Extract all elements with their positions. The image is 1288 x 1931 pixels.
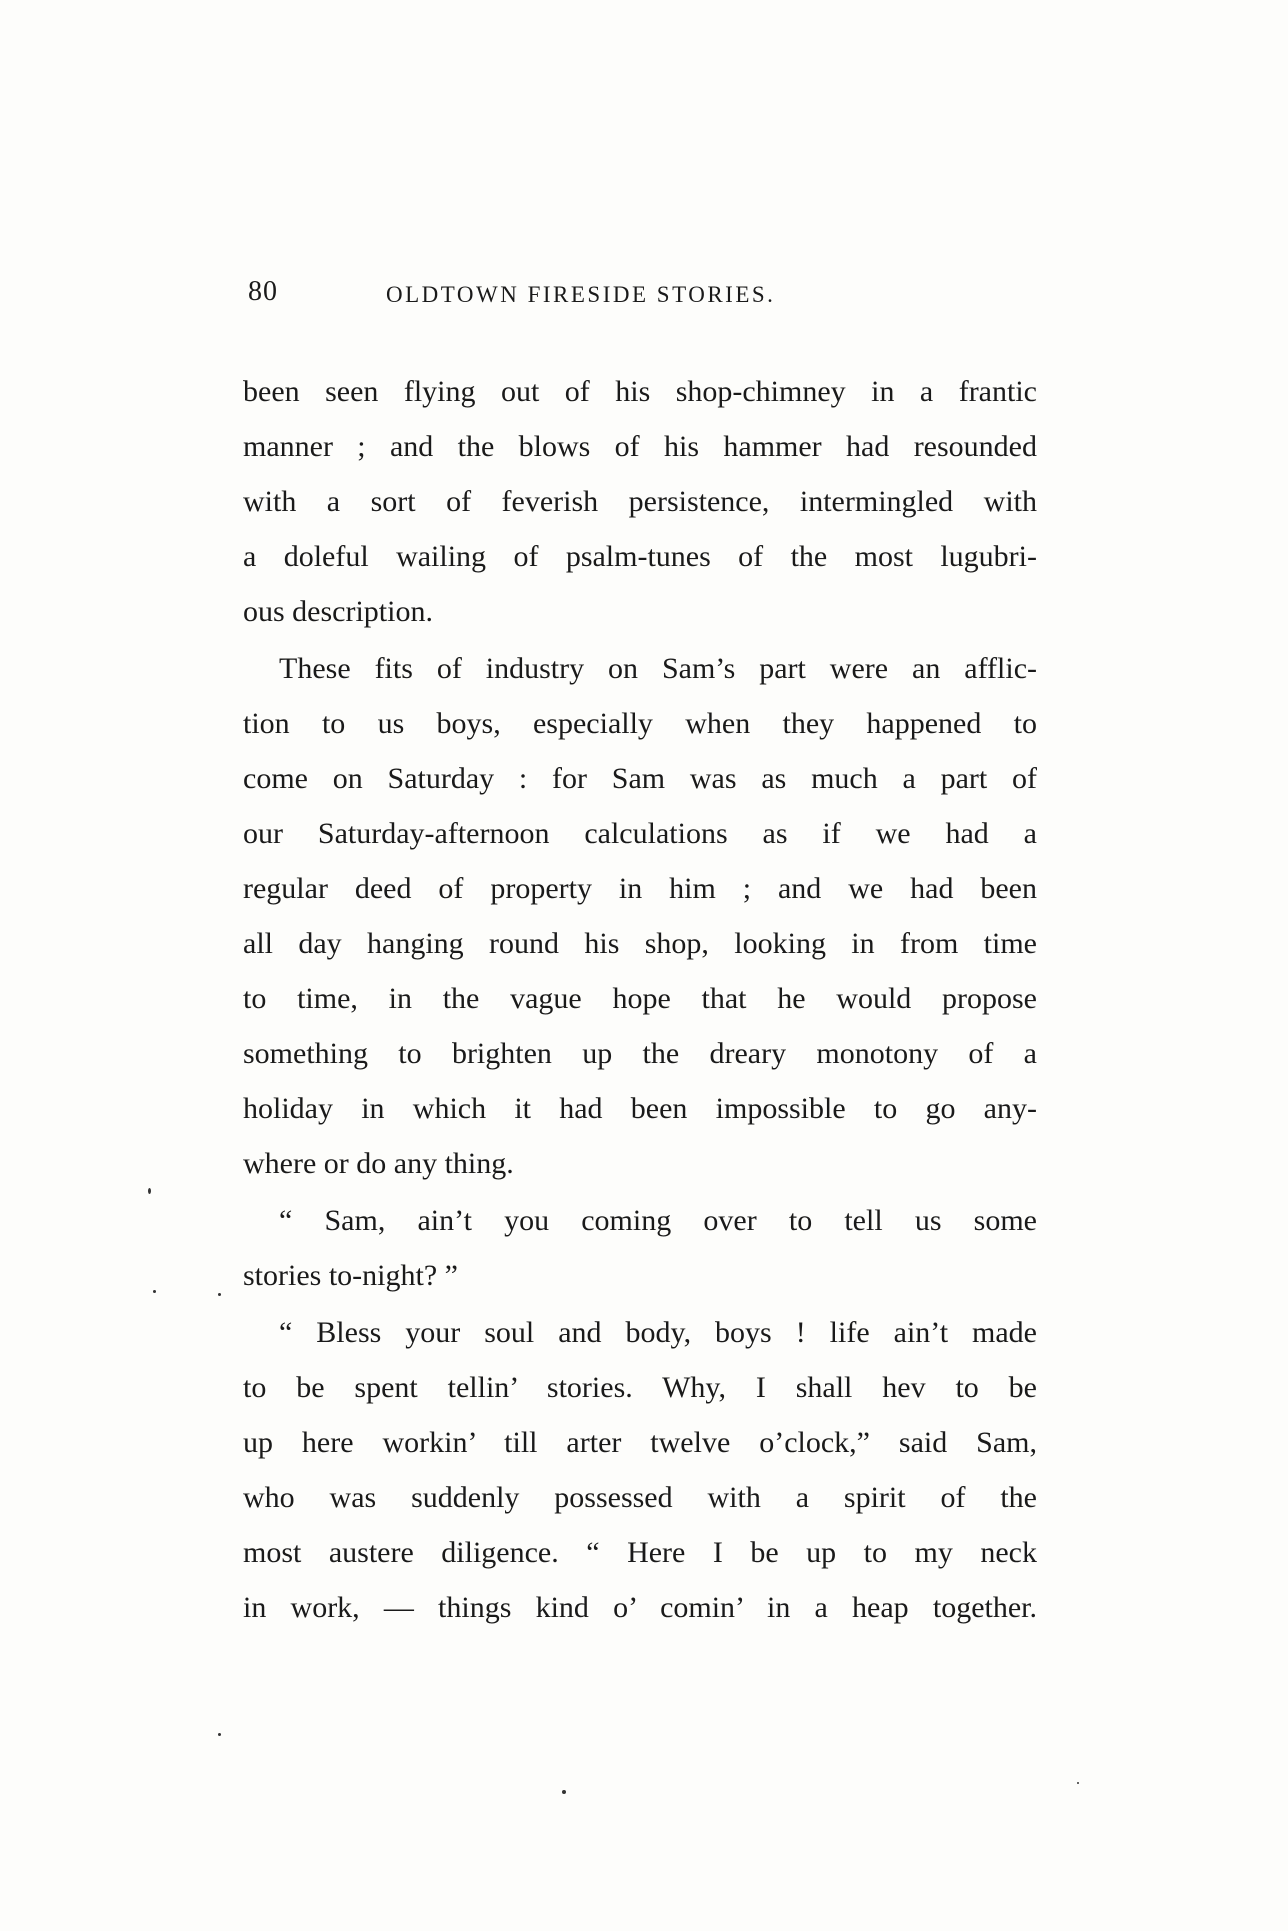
- text-line: in work, — things kind o’ comin’ in a heap together.: [243, 1591, 1037, 1624]
- text-line: most austere diligence. “ Here I be up to my neck: [243, 1536, 1037, 1569]
- paper-speck: [153, 1290, 156, 1293]
- text-line: a doleful wailing of psalm-tunes of the most lugubri-: [243, 540, 1037, 573]
- text-line: something to brighten up the dreary monotony of a: [243, 1037, 1037, 1070]
- text-line: tion to us boys, especially when they happened to: [243, 707, 1037, 740]
- paper-speck: [218, 1293, 221, 1296]
- paragraph-3: [243, 1193, 1037, 1303]
- text-line: all day hanging round his shop, looking in from time: [243, 927, 1037, 960]
- paper-speck: [1077, 1782, 1079, 1784]
- text-line: with a sort of feverish persistence, intermingled with: [243, 485, 1037, 518]
- text-line: come on Saturday : for Sam was as much a part of: [243, 762, 1037, 795]
- text-line: been seen flying out of his shop-chimney in a frantic: [243, 375, 1037, 408]
- text-line: where or do any thing.: [243, 1147, 514, 1180]
- text-line: “ Bless your soul and body, boys ! life ain’t made: [279, 1316, 1037, 1349]
- paragraph-4: [243, 1305, 1037, 1635]
- text-line: “ Sam, ain’t you coming over to tell us some: [279, 1204, 1037, 1237]
- text-line: ous description.: [243, 595, 433, 628]
- text-line: to time, in the vague hope that he would propose: [243, 982, 1037, 1015]
- text-line: manner ; and the blows of his hammer had resounded: [243, 430, 1037, 463]
- paragraph-1: [243, 364, 1037, 639]
- running-title: OLDTOWN FIRESIDE STORIES.: [386, 282, 776, 307]
- text-line: regular deed of property in him ; and we had been: [243, 872, 1037, 905]
- text-line: who was suddenly possessed with a spirit of the: [243, 1481, 1037, 1514]
- running-head: [248, 276, 1036, 316]
- text-line: These fits of industry on Sam’s part were an afflic-: [279, 652, 1037, 685]
- paper-speck: [148, 1188, 151, 1194]
- text-line: stories to-night? ”: [243, 1259, 458, 1292]
- paper-speck: [562, 1790, 566, 1794]
- text-line: to be spent tellin’ stories. Why, I shall hev to be: [243, 1371, 1037, 1404]
- text-line: holiday in which it had been impossible to go any-: [243, 1092, 1037, 1125]
- text-line: our Saturday-afternoon calculations as if we had a: [243, 817, 1037, 850]
- text-line: up here workin’ till arter twelve o’clock,” said Sam,: [243, 1426, 1037, 1459]
- page-number: 80: [248, 276, 278, 307]
- paper-speck: [218, 1733, 221, 1736]
- paragraph-2: [243, 641, 1037, 1191]
- body-text: [243, 364, 1037, 1635]
